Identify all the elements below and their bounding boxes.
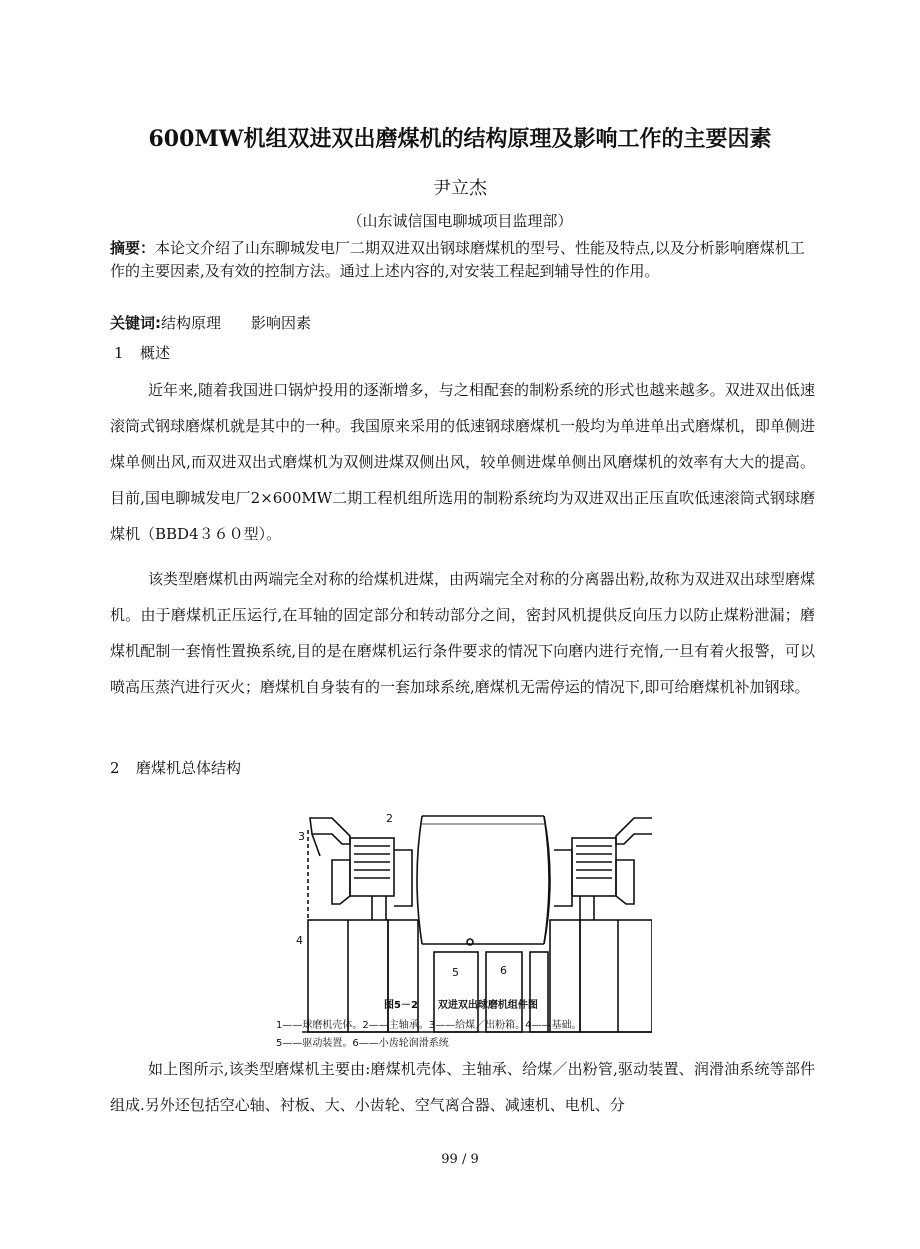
author-affiliation: （山东诚信国电聊城项目监理部） <box>347 212 573 230</box>
mill-structure-figure <box>272 796 652 1052</box>
section-title: 概述 <box>140 344 171 362</box>
author-name: 尹立杰 <box>433 178 487 199</box>
diagram-label-6: 6 <box>500 964 507 977</box>
section-heading-1 <box>114 342 170 363</box>
paragraph-2: 该类型磨煤机由两端完全对称的给煤机进煤，由两端完全对称的分离器出粉,故称为双进双出球型磨煤机。由于磨煤机正压运行,在耳轴的固定部分和转动部分之间，密封风机提供反向压力以防止煤粉泄漏；磨煤机配制一套惰性置换系统,目的是在磨煤机运行条件要求的情况下向磨内进行充惰,一旦有着火报警，可以喷高压蒸汽进行灭火；磨煤机自身装有的一套加球系统,磨煤机无需停运的情况下,即可给磨煤机补加钢球。 <box>110 570 815 696</box>
diagram-label-4: 4 <box>296 934 303 947</box>
diagram-label-5: 5 <box>452 966 459 979</box>
page-number: 99 / 9 <box>441 1152 479 1167</box>
figure-legend-1: 1——球磨机壳体。2——主轴承。3——给煤／出粉箱。4——基础。 <box>276 1020 582 1031</box>
abstract <box>110 237 815 283</box>
keyword-1: 结构原理 <box>161 314 222 332</box>
section-heading-2 <box>110 757 241 778</box>
section-title: 磨煤机总体结构 <box>136 759 242 777</box>
abstract-text: 本论文介绍了山东聊城发电厂二期双进双出钢球磨煤机的型号、性能及特点,以及分析影响磨煤机工作的主要因素,及有效的控制方法。通过上述内容的,对安装工程起到辅导性的作用。 <box>110 239 805 280</box>
mill-diagram <box>272 796 652 1052</box>
figure-caption: 图5－2 双进双出球磨机组件图 <box>384 1000 538 1011</box>
abstract-label: 摘要： <box>110 239 156 257</box>
paragraph-3: 如上图所示,该类型磨煤机主要由:磨煤机壳体、主轴承、给煤／出粉管,驱动装置、润滑油系统等部件组成.另外还包括空心轴、衬板、大、小齿轮、空气离合器、减速机、电机、分 <box>110 1060 815 1114</box>
keywords-label: 关键词: <box>110 314 161 332</box>
keyword-2: 影响因素 <box>251 314 312 332</box>
paragraph-1: 近年来,随着我国进口锅炉投用的逐渐增多，与之相配套的制粉系统的形式也越来越多。双进双出低速滚筒式钢球磨煤机就是其中的一种。我国原来采用的低速钢球磨煤机一般均为单进单出式磨煤机，即单侧进煤单侧出风,而双进双出式磨煤机为双侧进煤双侧出风，较单侧进煤单侧出风磨煤机的效率有大大的提高。目前,国电聊城发电厂2×600MW二期工程机组所选用的制粉系统均为双进双出正压直吹低速滚筒式钢球磨煤机（BBD4３６０型）。 <box>110 381 816 543</box>
figure-legend-2: 5——驱动装置。6——小齿轮润滑系统 <box>276 1038 449 1049</box>
section-number: 2 <box>110 759 120 777</box>
section-number: 1 <box>114 344 124 362</box>
keywords <box>110 312 311 335</box>
diagram-label-3: 3 <box>298 830 305 843</box>
paper-title: 600MW机组双进双出磨煤机的结构原理及影响工作的主要因素 <box>148 126 772 152</box>
diagram-label-2: 2 <box>386 812 393 825</box>
